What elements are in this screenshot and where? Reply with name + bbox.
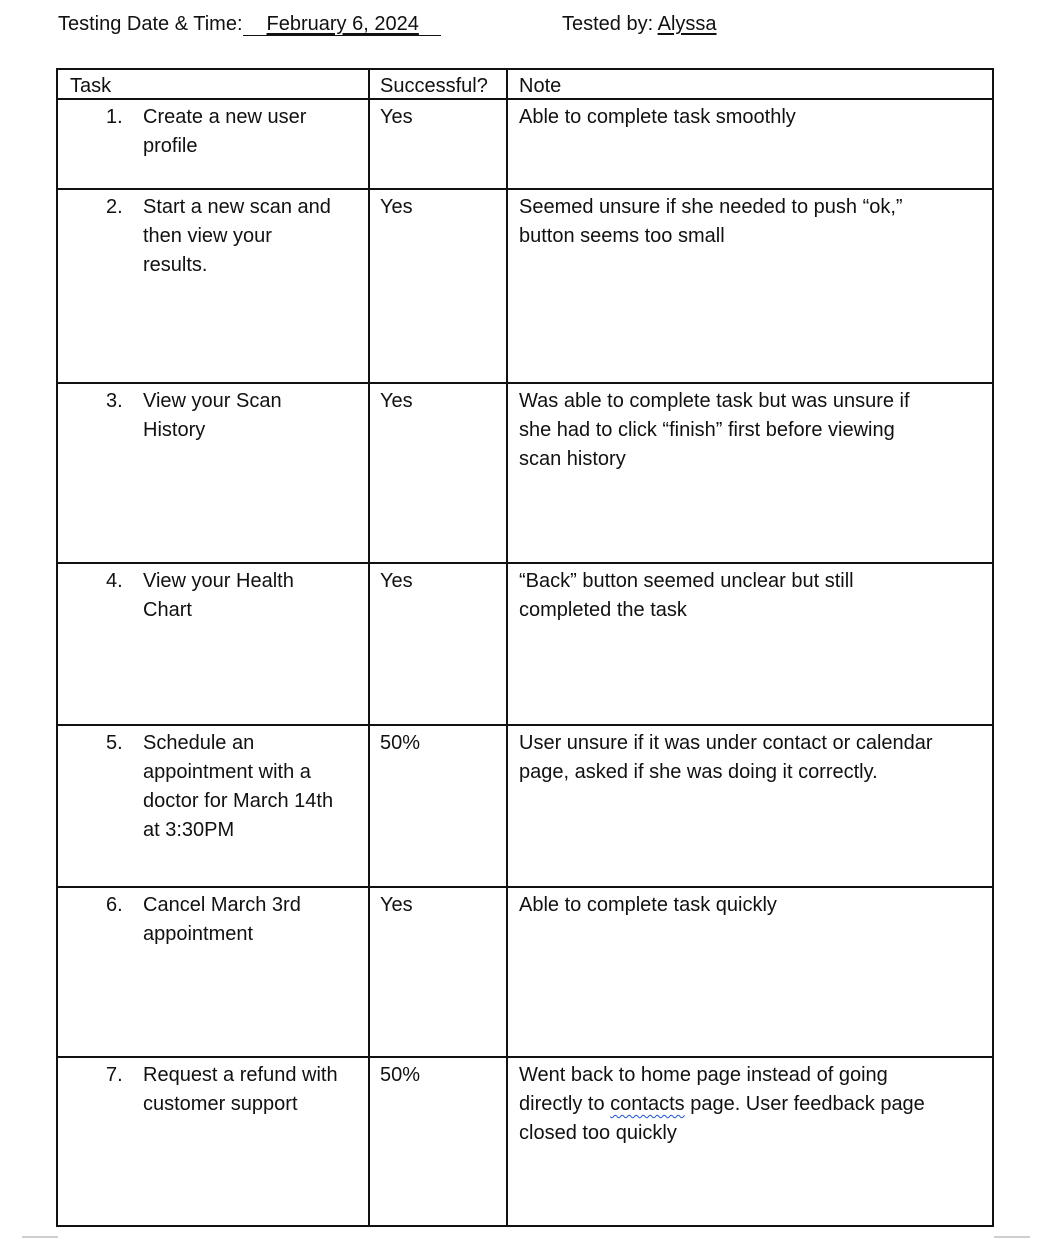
tester-header: [562, 13, 717, 36]
task-number: 3.: [106, 390, 123, 412]
success-value: Yes: [380, 570, 413, 592]
note-line: button seems too small: [519, 225, 725, 247]
success-value: Yes: [380, 106, 413, 128]
task-line: doctor for March 14th: [143, 790, 334, 812]
task-description: [143, 567, 365, 625]
task-line: appointment: [143, 923, 254, 945]
table-header-row: [58, 70, 992, 100]
note-text: [519, 567, 989, 625]
task-line: appointment with a: [143, 761, 311, 783]
task-line: Create a new user: [143, 106, 307, 128]
task-line: Schedule an: [143, 732, 255, 754]
success-value: Yes: [380, 196, 413, 218]
table-row: [58, 726, 992, 888]
task-number: 6.: [106, 894, 123, 916]
note-text: [519, 729, 989, 787]
task-number: 1.: [106, 106, 123, 128]
usability-test-table: [56, 68, 994, 1227]
task-number: 2.: [106, 196, 123, 218]
note-line: closed too quickly: [519, 1122, 677, 1144]
note-text: [519, 387, 989, 474]
spellcheck-word: contacts: [610, 1093, 685, 1115]
note-line: scan history: [519, 448, 626, 470]
note-line: Went back to home page instead of going: [519, 1064, 888, 1086]
task-description: [143, 891, 365, 949]
column-header-successful: Successful?: [380, 75, 488, 97]
task-description: [143, 387, 365, 445]
task-description: [143, 103, 365, 161]
note-line: Able to complete task quickly: [519, 894, 777, 916]
table-row: [58, 888, 992, 1058]
table-row: [58, 1058, 992, 1227]
task-number: 4.: [106, 570, 123, 592]
table-row: [58, 384, 992, 564]
task-line: View your Scan: [143, 390, 282, 412]
note-text: [519, 193, 989, 251]
page-edge-marker: [994, 1236, 1030, 1238]
note-line: directly to contacts page. User feedback page: [519, 1093, 925, 1115]
success-value: 50%: [380, 732, 421, 754]
page-edge-marker: [22, 1236, 58, 1238]
note-text: [519, 1061, 989, 1148]
testing-date-header: [58, 13, 441, 36]
task-line: Chart: [143, 599, 192, 621]
table-row: [58, 100, 992, 190]
table-row: [58, 564, 992, 726]
task-line: Request a refund with: [143, 1064, 338, 1086]
date-label: Testing Date & Time:: [58, 13, 243, 35]
task-line: Start a new scan and: [143, 196, 331, 218]
task-number: 7.: [106, 1064, 123, 1086]
task-line: View your Health: [143, 570, 294, 592]
table-row: [58, 190, 992, 384]
success-value: Yes: [380, 390, 413, 412]
note-text: [519, 103, 989, 132]
note-line: Was able to complete task but was unsure if: [519, 390, 910, 412]
task-line: at 3:30PM: [143, 819, 235, 841]
note-line: completed the task: [519, 599, 687, 621]
note-line: User unsure if it was under contact or calendar: [519, 732, 933, 754]
task-number: 5.: [106, 732, 123, 754]
tester-value: Alyssa: [657, 13, 717, 35]
note-line: page, asked if she was doing it correctly.: [519, 761, 878, 783]
task-description: [143, 1061, 365, 1119]
note-line: Seemed unsure if she needed to push “ok,”: [519, 196, 903, 218]
task-line: Cancel March 3rd: [143, 894, 301, 916]
success-value: Yes: [380, 894, 413, 916]
task-line: then view your: [143, 225, 272, 247]
column-header-note: Note: [519, 75, 562, 97]
note-line: she had to click “finish” first before viewing: [519, 419, 895, 441]
success-value: 50%: [380, 1064, 421, 1086]
task-description: [143, 729, 365, 845]
task-line: customer support: [143, 1093, 298, 1115]
task-line: profile: [143, 135, 198, 157]
task-description: [143, 193, 365, 280]
date-value: February 6, 2024: [243, 13, 441, 36]
task-line: History: [143, 419, 206, 441]
task-line: results.: [143, 254, 208, 276]
tester-label: Tested by:: [562, 13, 654, 35]
note-text: [519, 891, 989, 920]
note-line: Able to complete task smoothly: [519, 106, 796, 128]
note-line: “Back” button seemed unclear but still: [519, 570, 854, 592]
column-header-task: Task: [70, 75, 112, 97]
